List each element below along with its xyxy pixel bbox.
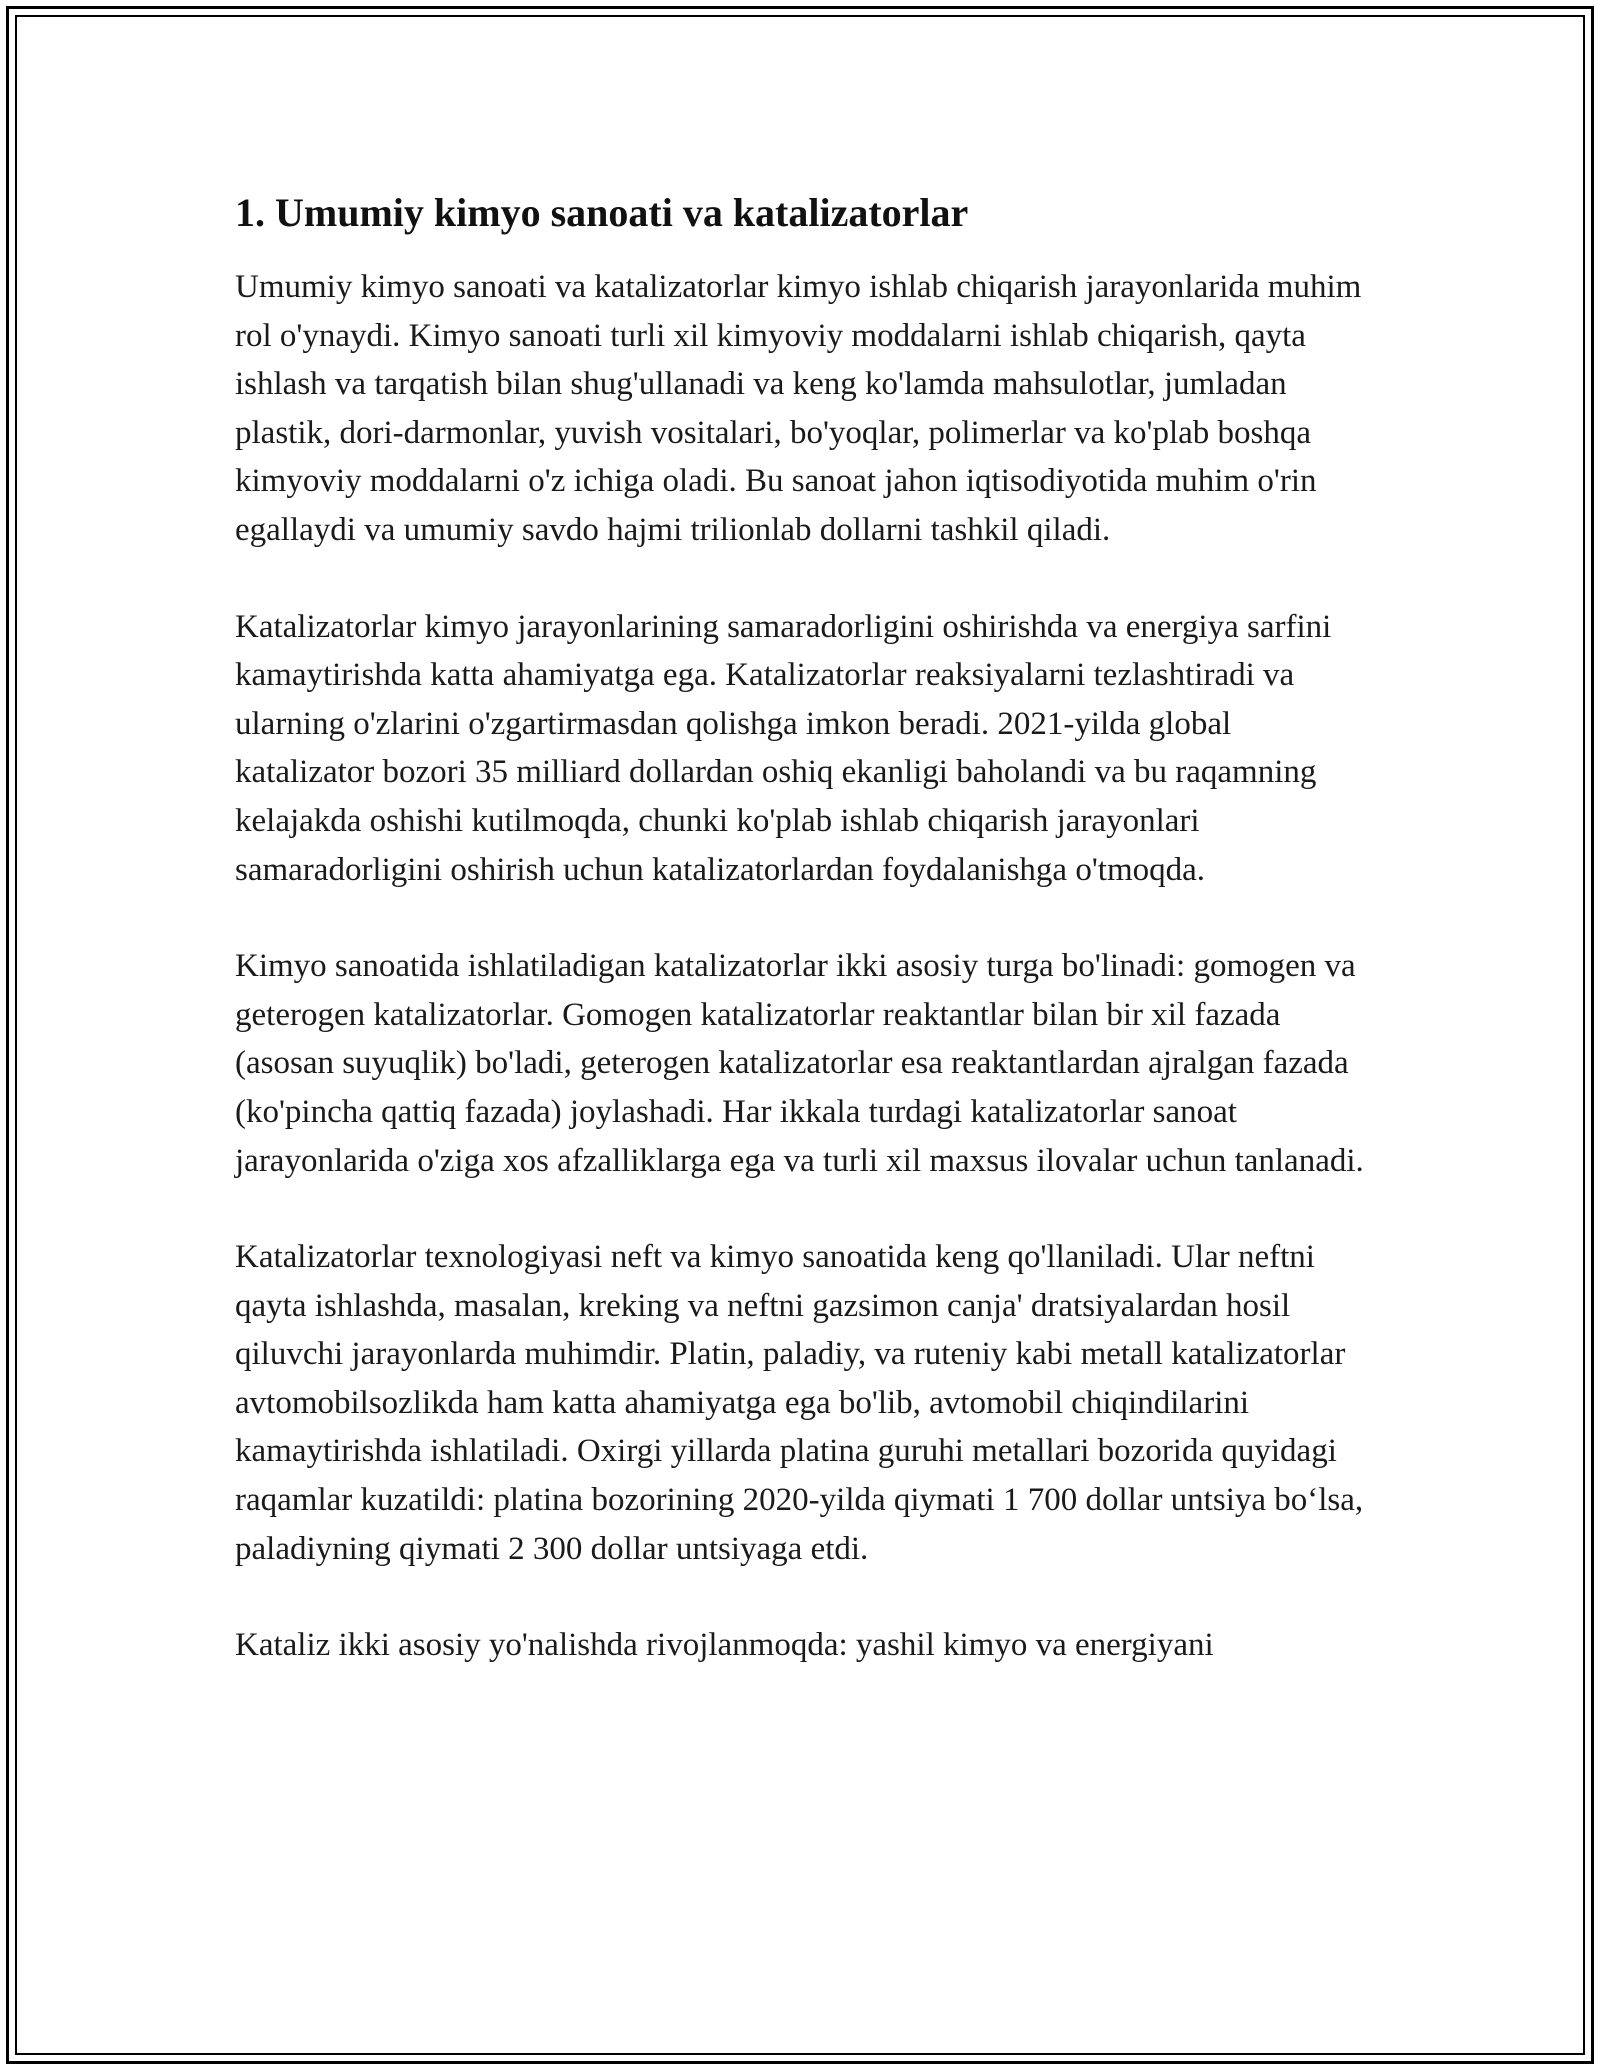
section-heading: 1. Umumiy kimyo sanoati va katalizatorlar [235,190,969,235]
paragraph-5: Kataliz ikki asosiy yo'nalishda rivojlanmoqda: yashil kimyo va energiyani [235,1627,1214,1664]
paragraph-3: Kimyo sanoatida ishlatiladigan katalizatorlar ikki asosiy turga bo'linadi: gomogen va geterogen katalizatorlar. Gomogen katalizatorlar reaktantlar bilan bir xil fazada (asosan suyuqlik) bo'ladi, geterogen katalizatorlar esa reaktantlardan ajralgan fazada (ko'pincha qattiq fazada) joylashadi. Har ikkala turdagi katalizatorlar sanoat jarayonlarida o'ziga xos afzalliklarga ega va turli xil maxsus ilovalar uchun tanlanadi. [235,948,1364,1179]
paragraph-4: Katalizatorlar texnologiyasi neft va kimyo sanoatida keng qo'llaniladi. Ular neftni qayta ishlashda, masalan, kreking va neftni gazsimon canja' dratsiyalardan hosil qiluvchi jarayonlarda muhimdir. Platin, paladiy, va ruteniy kabi metall katalizatorlar avtomobilsozlikda ham katta ahamiyatga ega bo'lib, avtomobil chiqindilarini kamaytirishda ishlatiladi. Oxirgi yillarda platina guruhi metallari bozorida quyidagi raqamlar kuzatildi: platina bozorining 2020-yilda qiymati 1 700 dollar untsiya bo‘lsa, paladiyning qiymati 2 300 dollar untsiyaga etdi. [235,1239,1364,1567]
paragraph-1: Umumiy kimyo sanoati va katalizatorlar kimyo ishlab chiqarish jarayonlarida muhim rol o'ynaydi. Kimyo sanoati turli xil kimyoviy moddalarni ishlab chiqarish, qayta ishlash va tarqatish bilan shug'ullanadi va keng ko'lamda mahsulotlar, jumladan plastik, dori-darmonlar, yuvish vositalari, bo'yoqlar, polimerlar va ko'plab boshqa kimyoviy moddalarni o'z ichiga oladi. Bu sanoat jahon iqtisodiyotida muhim o'rin egallaydi va umumiy savdo hajmi trilionlab dollarni tashkil qiladi. [235,269,1362,548]
document-body [235,185,1375,1718]
paragraph-2: Katalizatorlar kimyo jarayonlarining samaradorligini oshirishda va energiya sarfini kamaytirishda katta ahamiyatga ega. Katalizatorlar reaksiyalarni tezlashtiradi va ularning o'zlarini o'zgartirmasdan qolishga imkon beradi. 2021-yilda global katalizator bozori 35 milliard dollardan oshiq ekanligi baholandi va bu raqamning kelajakda oshishi kutilmoqda, chunki ko'plab ishlab chiqarish jarayonlari samaradorligini oshirish uchun katalizatorlardan foydalanishga o'tmoqda. [235,608,1332,888]
